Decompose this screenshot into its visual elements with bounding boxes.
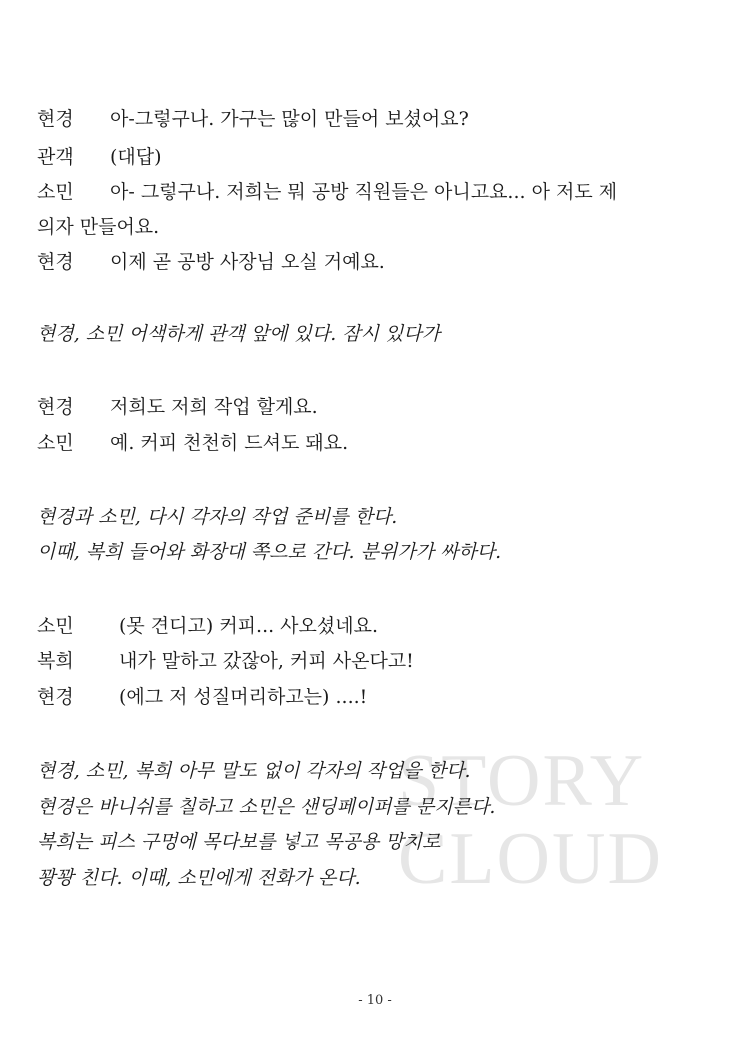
speaker-name: 복희 xyxy=(37,650,74,672)
dialogue-text: (에그 저 성질머리하고는) ....! xyxy=(119,686,368,708)
stage-direction: 현경은 바니쉬를 칠하고 소민은 샌딩페이퍼를 문지른다. xyxy=(37,796,496,818)
dialogue-line xyxy=(37,250,714,274)
dialogue-continuation xyxy=(37,215,714,239)
speaker-name: 현경 xyxy=(37,686,74,708)
dialogue-line xyxy=(37,649,714,673)
dialogue-text: (못 견디고) 커피... 사오셨네요. xyxy=(119,615,378,637)
dialogue-line xyxy=(37,180,714,204)
stage-direction: 현경, 소민, 복희 아무 말도 없이 각자의 작업을 한다. xyxy=(37,760,471,782)
dialogue-text: 의자 만들어요. xyxy=(37,216,160,238)
dialogue-text: 내가 말하고 갔잖아, 커피 사온다고! xyxy=(119,650,414,672)
page-number: - 10 - xyxy=(358,993,392,1008)
stage-direction: 현경과 소민, 다시 각자의 작업 준비를 한다. xyxy=(37,506,398,528)
dialogue-text: (대답) xyxy=(110,146,162,168)
dialogue-line xyxy=(37,614,714,638)
dialogue-line xyxy=(37,431,714,455)
speaker-name: 현경 xyxy=(37,108,74,130)
dialogue-text: 아-그렇구나. 가구는 많이 만들어 보셨어요? xyxy=(110,108,469,130)
speaker-name: 소민 xyxy=(37,615,74,637)
dialogue-text: 예. 커피 천천히 드셔도 돼요. xyxy=(110,432,349,454)
speaker-name: 소민 xyxy=(37,181,74,203)
speaker-name: 소민 xyxy=(37,432,74,454)
stage-direction: 현경, 소민 어색하게 관객 앞에 있다. 잠시 있다가 xyxy=(37,323,441,345)
speaker-name: 현경 xyxy=(37,396,74,418)
dialogue-text: 아- 그렇구나. 저희는 뭐 공방 직원들은 아니고요... 아 저도 제 xyxy=(110,181,618,203)
stage-direction: 꽝꽝 친다. 이때, 소민에게 전화가 온다. xyxy=(37,867,361,889)
dialogue-line xyxy=(37,107,714,131)
speaker-name: 현경 xyxy=(37,251,74,273)
watermark-line-1: STORY xyxy=(398,740,646,822)
speaker-name: 관객 xyxy=(37,146,74,168)
watermark-line-2: CLOUD xyxy=(398,818,663,900)
dialogue-text: 이제 곧 공방 사장님 오실 거예요. xyxy=(110,251,385,273)
dialogue-line xyxy=(37,395,714,419)
stage-direction: 복희는 피스 구멍에 목다보를 넣고 목공용 망치로 xyxy=(37,831,441,853)
dialogue-line xyxy=(37,685,714,709)
dialogue-line xyxy=(37,145,714,169)
dialogue-text: 저희도 저희 작업 할게요. xyxy=(110,396,318,418)
stage-direction: 이때, 복희 들어와 화장대 쪽으로 간다. 분위가가 싸하다. xyxy=(37,541,502,563)
